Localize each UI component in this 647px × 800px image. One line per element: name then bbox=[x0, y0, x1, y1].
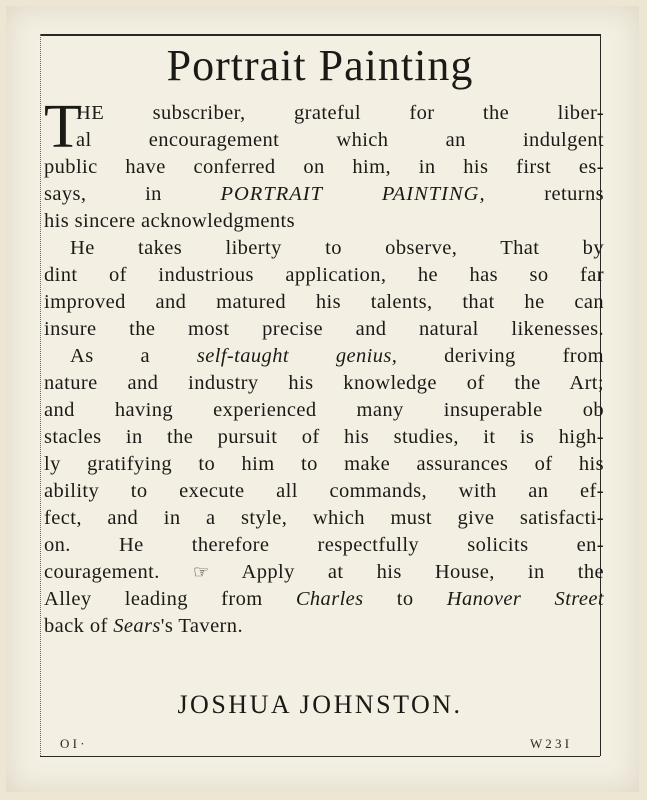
line-text: Apply at his House, in the bbox=[241, 561, 604, 583]
signature: JOSHUA JOHNSTON. bbox=[177, 690, 463, 719]
text-line bbox=[44, 100, 604, 127]
line-text: couragement. bbox=[44, 561, 160, 583]
line-text: his sincere acknowledgments bbox=[44, 210, 296, 232]
text-line bbox=[44, 613, 604, 640]
text-line bbox=[44, 397, 604, 424]
line-text: He takes liberty to observe, That by bbox=[70, 237, 604, 259]
text-line bbox=[44, 127, 604, 154]
text-line bbox=[44, 316, 604, 343]
line-text: As a bbox=[70, 345, 150, 367]
tavern-name: Sears bbox=[113, 615, 161, 637]
text-line bbox=[44, 262, 604, 289]
text-line bbox=[44, 370, 604, 397]
top-rule bbox=[40, 34, 600, 36]
drop-cap: T bbox=[44, 93, 82, 161]
text-line bbox=[44, 181, 604, 208]
text-line bbox=[44, 451, 604, 478]
line-text: 's Tavern. bbox=[160, 615, 243, 637]
text-line bbox=[44, 424, 604, 451]
line-text: on. He therefore respectfully solicits en- bbox=[44, 534, 604, 556]
line-text: deriving from bbox=[444, 345, 605, 367]
emphasis-text: PORTRAIT PAINTING, bbox=[220, 183, 486, 205]
street-name: Hanover Street bbox=[446, 588, 604, 610]
line-text: Alley leading from bbox=[44, 588, 263, 610]
line-text: ability to execute all commands, with an ef- bbox=[44, 480, 604, 502]
line-text: says, in bbox=[44, 183, 162, 205]
line-text: HE subscriber, grateful for the liber- bbox=[76, 102, 604, 124]
line-text: returns bbox=[544, 183, 605, 205]
line-text: public have conferred on him, in his first es- bbox=[44, 156, 604, 178]
line-text: to bbox=[396, 588, 414, 610]
line-text: al encouragement which an indulgent bbox=[76, 129, 604, 151]
ad-body bbox=[44, 93, 605, 640]
line-text: improved and matured his talents, that he can bbox=[44, 291, 604, 313]
text-line bbox=[44, 289, 604, 316]
text-line bbox=[44, 505, 604, 532]
footer-right-mark: W 2 3 I bbox=[530, 736, 570, 751]
text-line bbox=[44, 208, 604, 235]
text-line bbox=[44, 154, 604, 181]
line-text: and having experienced many insuperable ob bbox=[44, 399, 604, 421]
text-line bbox=[44, 586, 604, 613]
line-text: stacles in the pursuit of his studies, it is high- bbox=[44, 426, 604, 448]
line-text: ly gratifying to him to make assurances of his bbox=[44, 453, 604, 475]
text-line bbox=[44, 343, 604, 370]
left-rule bbox=[40, 34, 41, 756]
line-text: nature and industry his knowledge of the Art; bbox=[44, 372, 604, 394]
street-name: Charles bbox=[295, 588, 364, 610]
text-line bbox=[44, 532, 604, 559]
line-text: insure the most precise and natural likenesses. bbox=[44, 318, 604, 340]
text-line bbox=[44, 559, 604, 586]
line-text: dint of industrious application, he has so far bbox=[44, 264, 604, 286]
text-line bbox=[44, 235, 604, 262]
footer-left-mark: O I · bbox=[60, 736, 85, 751]
text-line bbox=[44, 478, 604, 505]
bottom-rule bbox=[40, 756, 600, 757]
emphasis-text: self-taught genius, bbox=[196, 345, 398, 367]
line-text: fect, and in a style, which must give satisfacti- bbox=[44, 507, 604, 529]
pointing-hand-icon: ☞ bbox=[192, 562, 210, 582]
line-text: back of bbox=[44, 615, 108, 637]
ad-title: Portrait Painting bbox=[166, 41, 474, 90]
